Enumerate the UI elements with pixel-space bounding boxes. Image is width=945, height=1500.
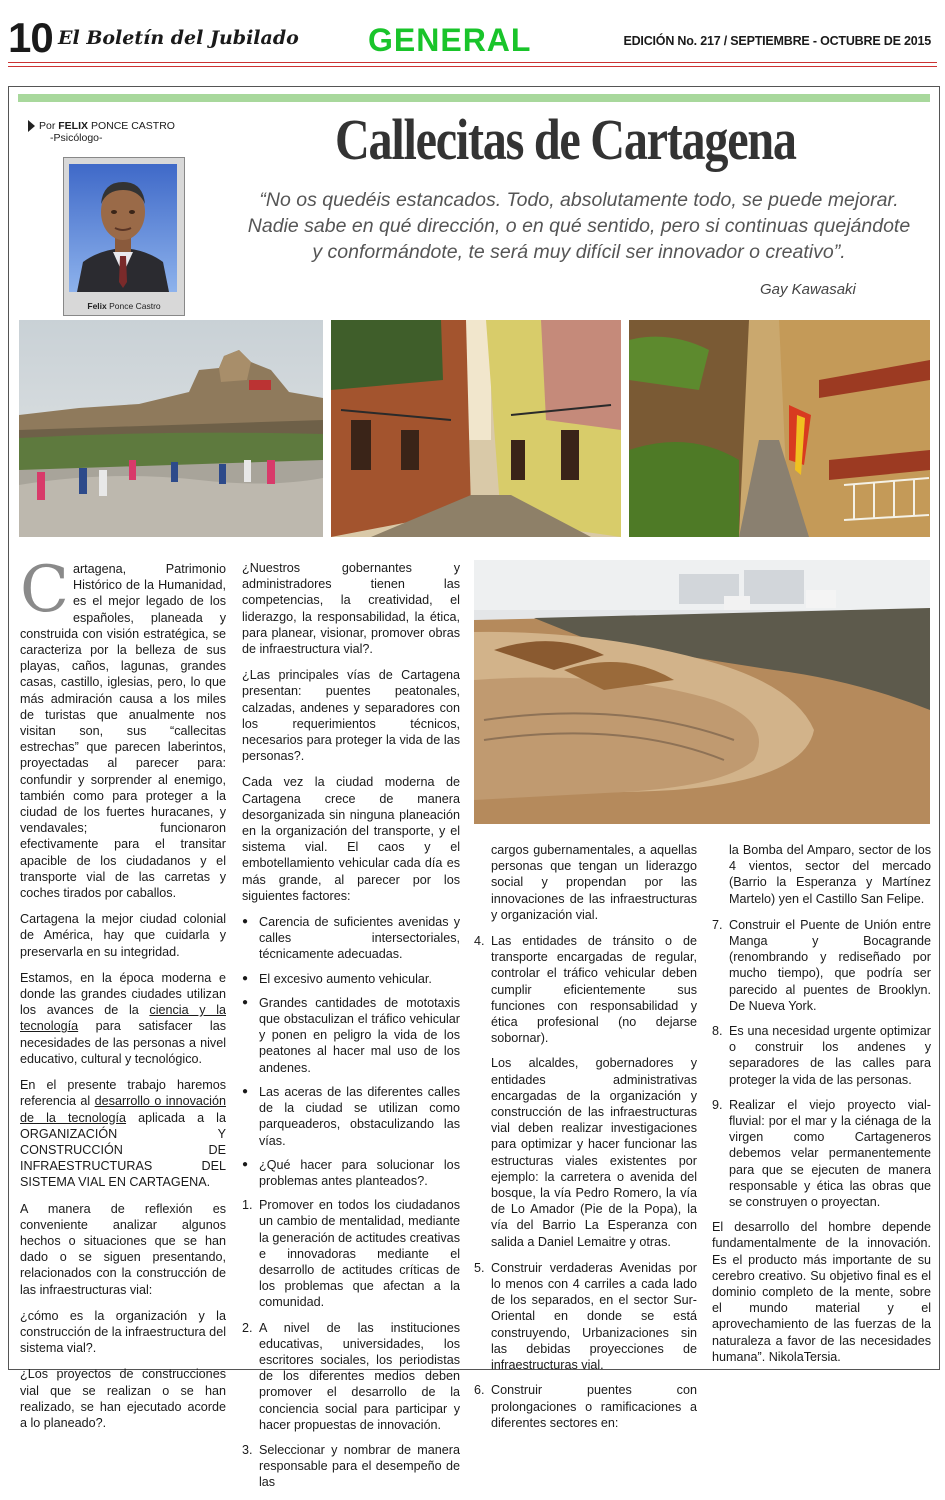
page-number: 10	[8, 14, 53, 61]
paragraph: cargos gubernamentales, a aquellas personas que tengan un liderazgo social y propendan por las innovaciones de las infraestructuras y organización vial.	[491, 843, 697, 922]
section-title: GENERAL	[368, 22, 532, 58]
quote-author: Gay Kawasaki	[760, 281, 856, 298]
numbered-item: 1. Promover en todos los ciudadanos un cambio de mentalidad, mediante la generación de actitudes creativas e innovadoras mediante el desarrollo de actitudes críticas de los problemas que afectan a la comunidad.	[242, 1198, 460, 1310]
green-bar	[18, 94, 930, 102]
paragraph: Estamos, en la época moderna e donde las grandes ciudades utilizan los avances de la ciencia y la tecnología para satisfacer las necesidades de las personas a nivel educativo, cultural y tecnológico.	[20, 970, 226, 1066]
list-item: ● ¿Qué hacer para solucionar los problemas antes planteados?.	[242, 1157, 460, 1189]
byline: Por FELIX PONCE CASTRO -Psicólogo-	[28, 120, 175, 144]
header-rule-bottom	[8, 66, 937, 67]
column-3	[474, 842, 697, 1440]
list-item: ● Grandes cantidades de mototaxis que obstaculizan el tráfico vehicular y ponen en peligro la vida de los peatones al hacer mal uso de los andenes.	[242, 995, 460, 1076]
castle-fortress-photo	[19, 320, 323, 537]
colonial-street-photo	[331, 320, 621, 537]
paragraph: ¿Los proyectos de construcciones vial que se realizan o se han realizado, se han ejecutado acorde a lo planeado?.	[20, 1367, 226, 1430]
list-item: ● El excesivo aumento vehicular.	[242, 971, 460, 987]
column-1	[20, 553, 226, 1441]
numbered-item: 8. Es una necesidad urgente optimizar o construir los andenes y separadores de las calles para proteger la vida de las personas.	[712, 1024, 931, 1087]
author-photo	[63, 157, 185, 316]
numbered-item: 3. Seleccionar y nombrar de manera responsable para el desempeño de las	[242, 1442, 460, 1490]
dropcap: C	[20, 553, 69, 627]
closing-paragraph: El desarrollo del hombre depende fundamentalmente de la innovación. Es el producto más importante de su cerebro creativo. Su objetivo final es el dominio completo de la mente, sobre el mundo material y el aprovechamiento de las fuerzas de la naturaleza a favor de las necesidades humana”. NikolaTersia.	[712, 1220, 931, 1364]
arrow-icon	[28, 120, 35, 132]
numbered-item: 5. Construir verdaderas Avenidas por lo menos con 4 carriles a cada lado de los separados, en el sector Sur-Oriental en donde se está construyendo, Urbanizaciones sin las debidas proyecciones de infraestructuras vial.	[474, 1260, 697, 1373]
numbered-item: 4. Las entidades de tránsito o de transporte encargadas de regular, controlar el tráfico vehicular deben cumplir eficientemente sus funciones con responsabilidad y ética profesional (no dejarse sobornar).	[474, 934, 697, 1046]
photo-caption: Felix Ponce Castro	[87, 301, 161, 311]
paragraph: A manera de reflexión es conveniente analizar algunos hechos o situaciones que se han dado o se siguen presentando, relacionados con la construcción de las infraestructuras vial:	[20, 1201, 226, 1297]
numbered-item: 9. Realizar el viejo proyecto vial-fluvial: por el mar y la ciénaga de la virgen como Cartageneros debemos velar permanentemente para que se ejecuten de manera responsable y ética las obras que se construyen o proyectan.	[712, 1097, 931, 1210]
column-4	[712, 842, 931, 1375]
edition-info: EDICIÓN No. 217 / SEPTIEMBRE - OCTUBRE DE 2015	[623, 34, 931, 48]
numbered-item: 7. Construir el Puente de Unión entre Manga y Bocagrande (renombrando y rediseñado por mucho tiempo), que podría ser parecido al puentes de Brooklyn. De Nueva York.	[712, 917, 931, 1013]
list-item: ● Carencia de suficientes avenidas y calles intersectoriales, técnicamente adecuadas.	[242, 914, 460, 963]
header-rule-top	[8, 62, 937, 63]
paragraph: Cada vez la ciudad moderna de Cartagena crece de manera desorganizada sin ninguna planeación en la organización del transporte, y el sistema vial. El caos y el embotellamiento vehicular cada día es más grande, al parecer por los siguientes factores:	[242, 775, 460, 903]
paragraph: ¿Las principales vías de Cartagena presentan: puentes peatonales, calzadas, andenes y separadores con los requerimientos técnicos, necesarios para proteger la vida de las personas?.	[242, 668, 460, 764]
road-construction-photo	[474, 560, 930, 824]
paragraph: En el presente trabajo haremos referencia al desarrollo o innovación de la tecnología aplicada a la ORGANIZACIÓN Y CONSTRUCCIÓN DE INFRAESTRUCTURAS DEL SISTEMA VIAL EN CARTAGENA.	[20, 1078, 226, 1190]
column-2	[242, 560, 460, 1500]
paragraph-intro: Cartagena, Patrimonio Histórico de la Humanidad, es el mejor legado de los españoles, planeada y construida con visión estratégica, se caracteriza por la belleza de sus playas, caños, lagunas, grandes casas, castillo, iglesias, pero, lo que más admiración causa a los miles de turistas que anualmente nos visitan son, sus “callecitas estrechas” que parecen laberintos, proyectadas al parecer para: confundir y sorprender al enemigo, también como para proteger a la ciudad de los fuertes huracanes, y vendavales; funcionaron efectivamente para el transitar apacible de los ciudadanos y el transporte vial de las carretas y coches tirados por caballos.	[20, 553, 226, 901]
author-role: -Psicólogo-	[50, 132, 103, 145]
paragraph: Los alcaldes, gobernadores y entidades administrativas encargadas de la organización y construcción de las infraestructuras vial deben realizar investigaciones para optimizar y hacer funcionar las estructuras viales existentes por ejemplo: la carretera o avenida del bosque, la vía Pedro Romero, la vía de Lo Amador (Pie de la Popa), la vía del Barrio La Esperanza con salida a Daniel Lemaitre y otras.	[491, 1056, 697, 1249]
paragraph: la Bomba del Amparo, sector de los 4 vientos, sector del mercado (Barrio la Esperanza y Martínez Martelo) yen el Castillo San Felipe.	[729, 843, 931, 906]
balconies-flags-photo	[629, 320, 930, 537]
list-item: ● Las aceras de las diferentes calles de la ciudad se utilizan como parqueaderos, obstaculizando las vías.	[242, 1084, 460, 1149]
paragraph: ¿Nuestros gobernantes y administradores tienen las competencias, la creatividad, el liderazgo, la responsabilidad, la ética, para planear, visionar, promover obras de infraestructura vial?.	[242, 561, 460, 657]
article-title: Callecitas de Cartagena	[335, 107, 796, 172]
numbered-item: 6. Construir puentes con prolongaciones o ramificaciones a diferentes sectores en:	[474, 1383, 697, 1430]
epigraph-quote: “No os quedéis estancados. Todo, absolutamente todo, se puede mejorar. Nadie sabe en qué dirección, o en qué sentido, pero si continuas quejándote y conformándote, te será muy difícil ser innovador o creativo”.	[247, 189, 911, 263]
numbered-item: 2. A nivel de las instituciones educativas, universidades, los escritores sociales, los periodistas de los diferentes medios deben promover el desarrollo de la conciencia social para participar y hacer propuestas de innovación.	[242, 1320, 460, 1432]
publication-name: El Boletín del Jubilado	[58, 27, 299, 49]
paragraph: ¿cómo es la organización y la construcción de la infraestructura del sistema vial?.	[20, 1308, 226, 1356]
paragraph: Cartagena la mejor ciudad colonial de América, hay que cuidarla y preservarla en su integridad.	[20, 912, 226, 959]
